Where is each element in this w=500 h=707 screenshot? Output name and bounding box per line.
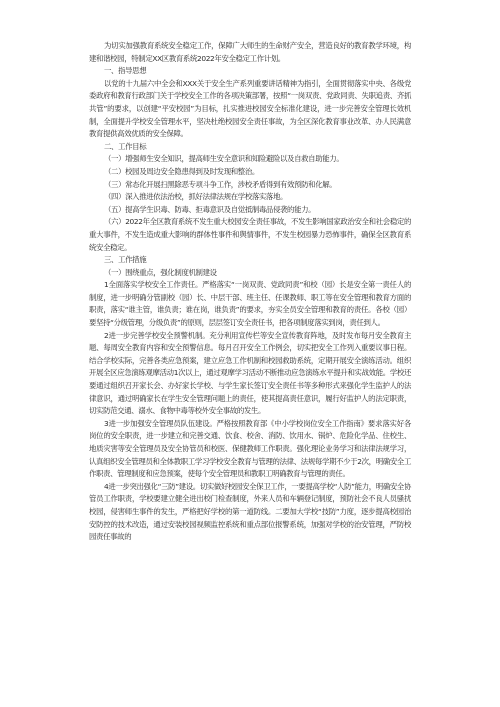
guiding-ideology-paragraph: 以党的十九届六中全会和XXX关于安全生产系列重要讲话精神为指引，全面贯彻落实中央、各级党委政府和教育行政部门关于学校安全工作的各项决策部署，按照“一岗双责、党政同责、失职追责、齐抓共管”的要求，以创建“平安校园”为目标，扎实推进校园安全标准化建设，进一步完善安全管理长效机制，全面提升学校安全管理水平，坚决杜绝校园安全责任事故，为全区深化教育事业改革、办人民满意教育提供高效优质的安全保障。: [89, 78, 411, 139]
goal-item: （一）增强师生安全知识，提高师生安全意识和知险避险以及自救自助能力。: [104, 154, 344, 164]
measure-paragraph: 4进一步突出强化“三防”建设。切实做好校园安全保卫工作，一要提高学校“人防”能力，明确安全协管员工作职责，学校要建立健全进出校门检查制度，外来人员和车辆登记制度，预防社会不良人员骚扰校园，侵害师生事件的发生，严格把好学校的第一道防线。二要加大学校“技防”力度，逐步提高校园治安防控的技术改造，通过安装校园视频监控系统和重点部位报警系统，加强对学校的治安管理，严防校园责任事故的: [89, 481, 411, 542]
subsection-heading: （一）围绕重点，强化制度机制建设: [104, 267, 217, 277]
intro-paragraph: 为切实加强教育系统安全稳定工作，保障广大师生的生命财产安全，营造良好的教育教学环境，构建和谐校园，特制定XX区教育系统2022年安全稳定工作计划。: [89, 41, 411, 63]
section-heading-work-measures: 三、工作措施: [104, 255, 147, 265]
section-heading-work-goals: 二、工作目标: [104, 141, 147, 151]
goal-item: （六）2022年全区教育系统不发生重大校园安全责任事故，不发生影响国家政治安全和社会稳定的重大事件，不发生造成重大影响的群体性事件和舆情事件，不发生校园暴力恐怖事件，确保全区教育系统安全稳定。: [89, 217, 411, 252]
measure-paragraph: 1全面落实学校安全工作责任。严格落实“一岗双责、党政同责”和校（园）长是安全第一责任人的制度，进一步明确分管副校（园）长、中层干部、班主任、任课教师、职工等在安全管理和教育方面的职责，落实“谁主管，谁负责；谁在岗，谁负责”的要求，夯实全员安全管理和教育的责任。各校（园）要坚持“分级管理，分级负责”的原则，层层签订安全责任书，把各项制度落实到岗，责任到人。: [89, 280, 411, 328]
section-heading-guiding-ideology: 一、指导思想: [104, 66, 147, 76]
document-page: [89, 40, 411, 544]
measure-paragraph: 3进一步加强安全管理员队伍建设。严格按照教育部《中小学校岗位安全工作指南》要求落实好各岗位的安全职责，进一步建立和完善交通、饮食、校舍、消防、饮用水、锅炉、危险化学品、住校生、地质灾害等安全管理员及安全协管员和校医、保健教师工作职责。强化理论业务学习和法律法规学习，认真组织安全管理员和全体教职工学习学校安全教育与管理的法律、法规每学期不少于2次，明确安全工作职责、管理制度和应急预案，使每个安全管理员和教职工明确教育与管理的责任。: [89, 418, 411, 479]
goal-item: （三）常态化开展扫黑除恶专项斗争工作，涉校矛盾得到有效预防和化解。: [104, 179, 337, 189]
goal-item: （四）深入推进依法治校，抓好法律法规在学校落实落地。: [104, 192, 288, 202]
goal-item: （五）提高学生识毒、防毒、拒毒意识及自觉抵制毒品侵袭的能力。: [104, 204, 316, 214]
goal-item: （二）校园及周边安全隐患得到及时发现和整治。: [104, 166, 259, 176]
measure-paragraph: 2进一步完善学校安全预警机制。充分利用宣传栏等安全宣传教育阵地，及时发布每月安全教育主题、每周安全教育内容和安全预警信息。每月召开安全工作例会，切实把安全工作列入重要议事日程。结合学校实际，完善各类应急预案，建立应急工作机制和校园救助系统，定期开展安全演练活动。组织开展全区应急演练观摩活动1次以上，通过观摩学习活动不断推动应急演练水平提升和实战效能。学校还要通过组织召开家长会、办好家长学校、与学生家长签订安全责任书等多种形式来强化学生监护人的法律意识，通过明确家长在学生安全管理问题上的责任，使其提高责任意识，履行好监护人的法定职责，切实防范交通、溺水、食物中毒等校外安全事故的发生。: [89, 330, 411, 416]
